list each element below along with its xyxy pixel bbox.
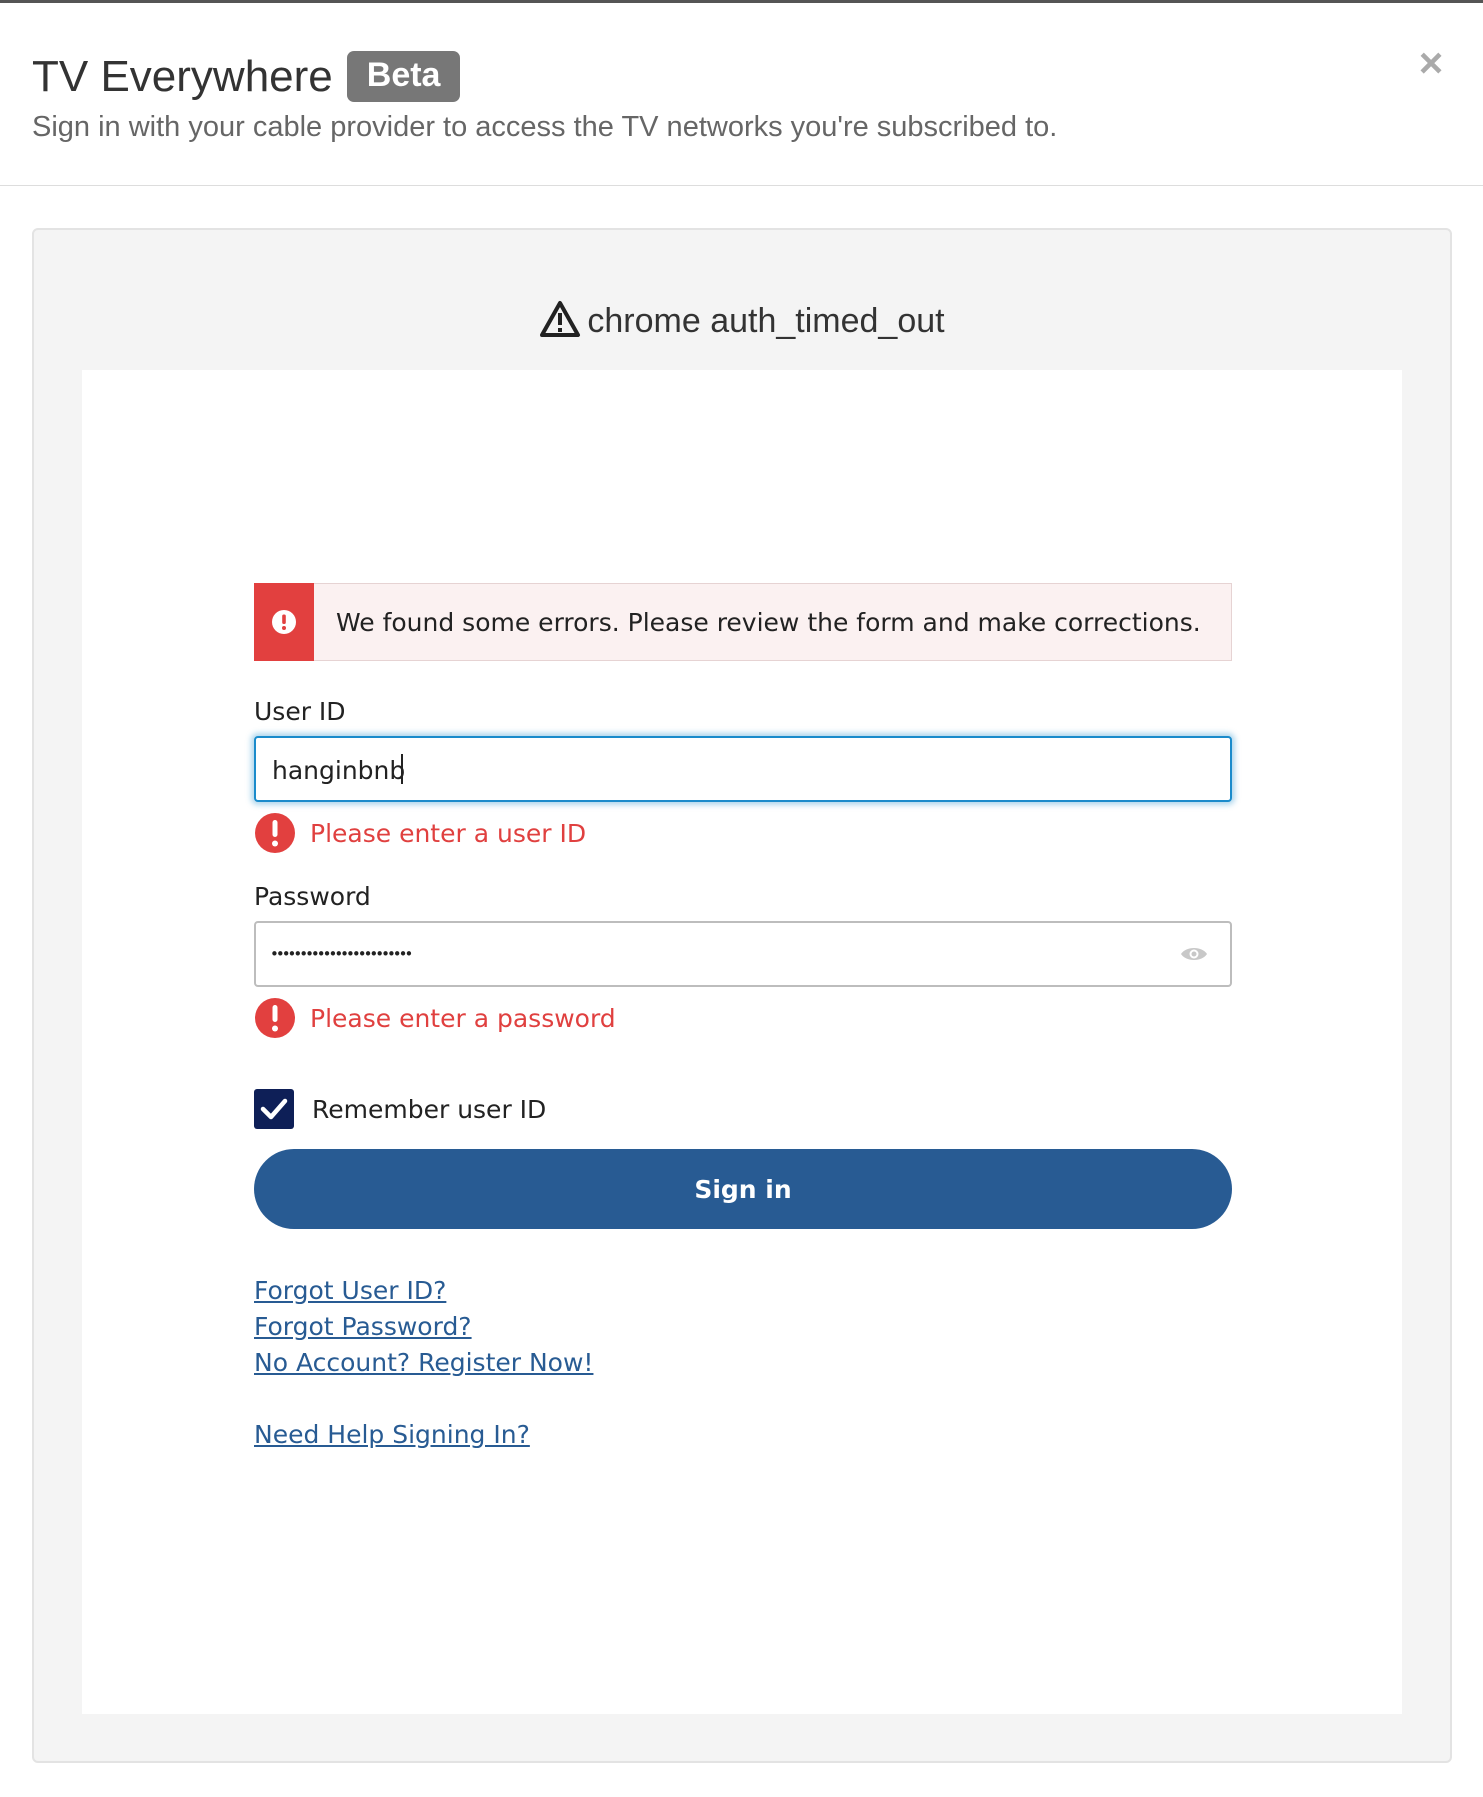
password-error	[254, 997, 1232, 1039]
modal-title: TV Everywhere	[32, 51, 333, 101]
modal-header	[0, 3, 1483, 186]
modal-subtitle: Sign in with your cable provider to access the TV networks you're subscribed to.	[32, 111, 1058, 143]
password-label: Password	[254, 882, 371, 911]
close-icon[interactable]: ×	[1418, 39, 1444, 86]
text-caret	[401, 754, 403, 784]
help-links	[254, 1273, 1232, 1453]
status-text: chrome auth_timed_out	[587, 302, 945, 340]
warning-icon	[539, 300, 581, 338]
user-id-label: User ID	[254, 697, 346, 726]
sign-in-panel	[32, 228, 1452, 1763]
remember-label[interactable]: Remember user ID	[312, 1094, 547, 1124]
alert-icon	[254, 583, 314, 661]
user-id-error	[254, 812, 1232, 854]
error-icon	[254, 997, 296, 1039]
login-form	[254, 583, 1232, 1453]
user-id-error-text: Please enter a user ID	[310, 818, 587, 848]
provider-login-frame	[82, 370, 1402, 1714]
error-icon	[254, 812, 296, 854]
status-message	[34, 300, 1450, 341]
checkmark-icon	[260, 1097, 288, 1121]
error-banner	[254, 583, 1232, 661]
password-masked-value[interactable]: ••••••••••••••••••••••••	[270, 945, 411, 963]
help-signing-in-link[interactable]: Need Help Signing In?	[254, 1420, 530, 1449]
forgot-user-id-link[interactable]: Forgot User ID?	[254, 1276, 447, 1305]
error-banner-text: We found some errors. Please review the form and make corrections.	[336, 607, 1201, 637]
user-id-field[interactable]	[254, 736, 1232, 802]
forgot-password-link[interactable]: Forgot Password?	[254, 1312, 472, 1341]
remember-checkbox[interactable]	[254, 1089, 294, 1129]
sign-in-button[interactable]: Sign in	[254, 1149, 1232, 1229]
eye-icon[interactable]	[1180, 944, 1208, 964]
beta-badge: Beta	[347, 51, 461, 102]
password-field[interactable]	[254, 921, 1232, 987]
remember-row	[254, 1089, 1232, 1129]
register-link[interactable]: No Account? Register Now!	[254, 1348, 594, 1377]
password-error-text: Please enter a password	[310, 1003, 616, 1033]
title-row	[32, 51, 460, 102]
